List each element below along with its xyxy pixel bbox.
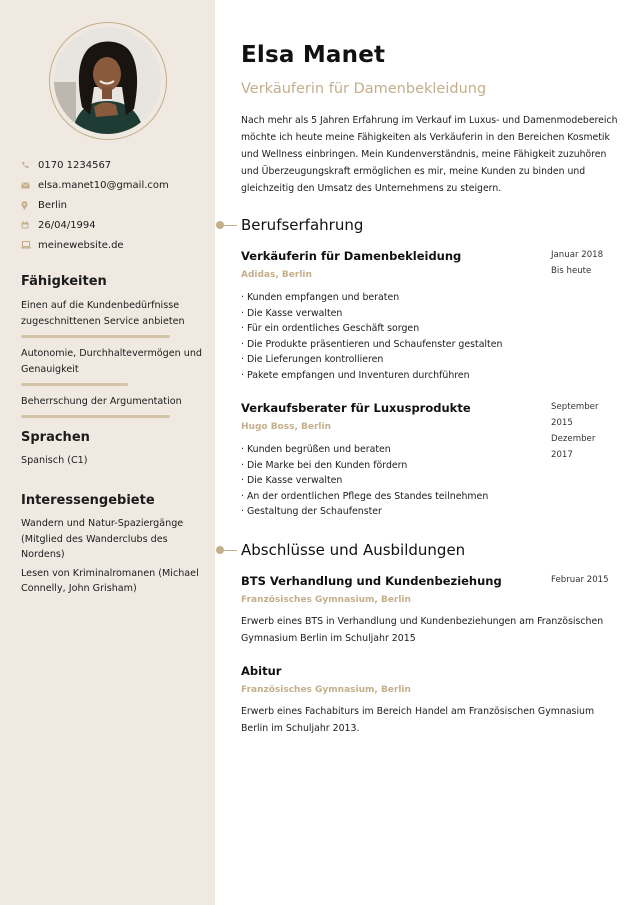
section-title: Abschlüsse und Ausbildungen	[241, 541, 466, 559]
experience-section-header	[215, 216, 363, 234]
avatar	[54, 27, 161, 134]
section-title: Berufserfahrung	[241, 216, 364, 234]
interests-heading: Interessengebiete	[21, 493, 155, 508]
task-item: · Die Kasse verwalten	[241, 306, 621, 322]
contact-list	[21, 155, 169, 255]
task-item: · Die Produkte präsentieren und Schaufenster gestalten	[241, 337, 621, 353]
main-content	[215, 0, 640, 905]
entry-date	[551, 572, 615, 588]
city-text: Berlin	[38, 199, 68, 211]
skill-item	[21, 346, 203, 386]
profile-photo	[49, 22, 167, 140]
entry-date	[551, 247, 615, 279]
experience-entry	[241, 249, 621, 383]
task-item: · Kunden begrüßen und beraten	[241, 442, 621, 458]
entry-school: Französisches Gymnasium, Berlin	[241, 595, 411, 605]
task-item: · An der ordentlichen Pflege des Standes teilnehmen	[241, 489, 621, 505]
task-list	[241, 290, 621, 383]
contact-birthdate	[21, 215, 169, 235]
entry-company: Adidas, Berlin	[241, 270, 312, 280]
contact-email	[21, 175, 169, 195]
task-item: · Die Kasse verwalten	[241, 473, 621, 489]
sidebar	[0, 0, 215, 905]
skill-level-bar	[21, 383, 128, 386]
website-link[interactable]: meinewebsite.de	[38, 239, 124, 251]
date-start: Februar 2015	[551, 575, 609, 585]
entry-title: Abitur	[241, 664, 282, 678]
interest-item: Wandern und Natur-Spaziergänge (Mitglied des Wanderclubs des Nordens)	[21, 518, 184, 560]
email-icon	[21, 182, 38, 189]
phone-text[interactable]: 0170 1234567	[38, 159, 112, 171]
education-section-header	[215, 541, 465, 559]
entry-title: Verkäuferin für Damenbekleidung	[241, 249, 462, 263]
contact-city	[21, 195, 169, 215]
timeline-marker	[215, 220, 241, 230]
entry-description: Erwerb eines BTS in Verhandlung und Kundenbeziehungen am Französischen Gymnasium Berlin im Schuljahr 2015	[241, 616, 604, 644]
date-end: Bis heute	[551, 266, 592, 276]
entry-title: Verkaufsberater für Luxusprodukte	[241, 401, 471, 415]
skill-label: Beherrschung der Argumentation	[21, 396, 182, 407]
profile-summary: Nach mehr als 5 Jahren Erfahrung im Verkauf im Luxus- und Damenmodebereich möchte ich heute meine Fähigkeiten als Verkäuferin in den Bereichen Kosmetik und Wellness einbringen. Mein Kundenverständnis, meine Fähigkeit zuzuhören und Überzeugungskraft ermöglichen es mir, meine Kunden zu binden und gleichzeitig den Umsatz des Unternehmens zu steigern.	[241, 115, 618, 194]
email-text[interactable]: elsa.manet10@gmail.com	[38, 179, 169, 191]
task-item: · Für ein ordentliches Geschäft sorgen	[241, 321, 621, 337]
skill-label: Autonomie, Durchhaltevermögen und Genauigkeit	[21, 348, 203, 375]
skill-item	[21, 394, 203, 418]
task-item: · Pakete empfangen und Inventuren durchführen	[241, 368, 621, 384]
education-entry	[241, 574, 621, 647]
task-item: · Die Marke bei den Kunden fördern	[241, 458, 621, 474]
skills-heading: Fähigkeiten	[21, 274, 107, 289]
skill-level-bar	[21, 335, 170, 338]
education-entry	[241, 664, 621, 737]
date-end: Dezember 2017	[551, 434, 596, 460]
birthdate-text: 26/04/1994	[38, 219, 96, 231]
task-item: · Kunden empfangen und beraten	[241, 290, 621, 306]
languages-heading: Sprachen	[21, 430, 90, 445]
task-item: · Gestaltung der Schaufenster	[241, 504, 621, 520]
entry-company: Hugo Boss, Berlin	[241, 422, 331, 432]
skills-list	[21, 298, 203, 426]
contact-website	[21, 235, 169, 255]
skill-item	[21, 298, 203, 338]
contact-phone	[21, 155, 169, 175]
date-start: Januar 2018	[551, 250, 604, 260]
person-name: Elsa Manet	[241, 42, 386, 68]
job-title: Verkäuferin für Damenbekleidung	[241, 81, 487, 97]
language-item: Spanisch (C1)	[21, 455, 88, 466]
entry-school: Französisches Gymnasium, Berlin	[241, 685, 411, 695]
laptop-icon	[21, 241, 38, 249]
date-start: September 2015	[551, 402, 599, 428]
entry-description: Erwerb eines Fachabiturs im Bereich Handel am Französischen Gymnasium Berlin im Schuljahr 2013.	[241, 706, 595, 734]
skill-level-bar	[21, 415, 170, 418]
skill-label: Einen auf die Kundenbedürfnisse zugeschnittenen Service anbieten	[21, 300, 185, 327]
task-item: · Die Lieferungen kontrollieren	[241, 352, 621, 368]
entry-date	[551, 399, 615, 463]
calendar-icon	[21, 221, 38, 229]
location-pin-icon	[21, 201, 38, 210]
interests-list	[21, 516, 206, 600]
interest-item: Lesen von Kriminalromanen (Michael Connelly, John Grisham)	[21, 567, 199, 594]
entry-title: BTS Verhandlung und Kundenbeziehung	[241, 574, 502, 588]
phone-icon	[21, 161, 38, 169]
timeline-marker	[215, 545, 241, 555]
experience-entry	[241, 401, 621, 520]
